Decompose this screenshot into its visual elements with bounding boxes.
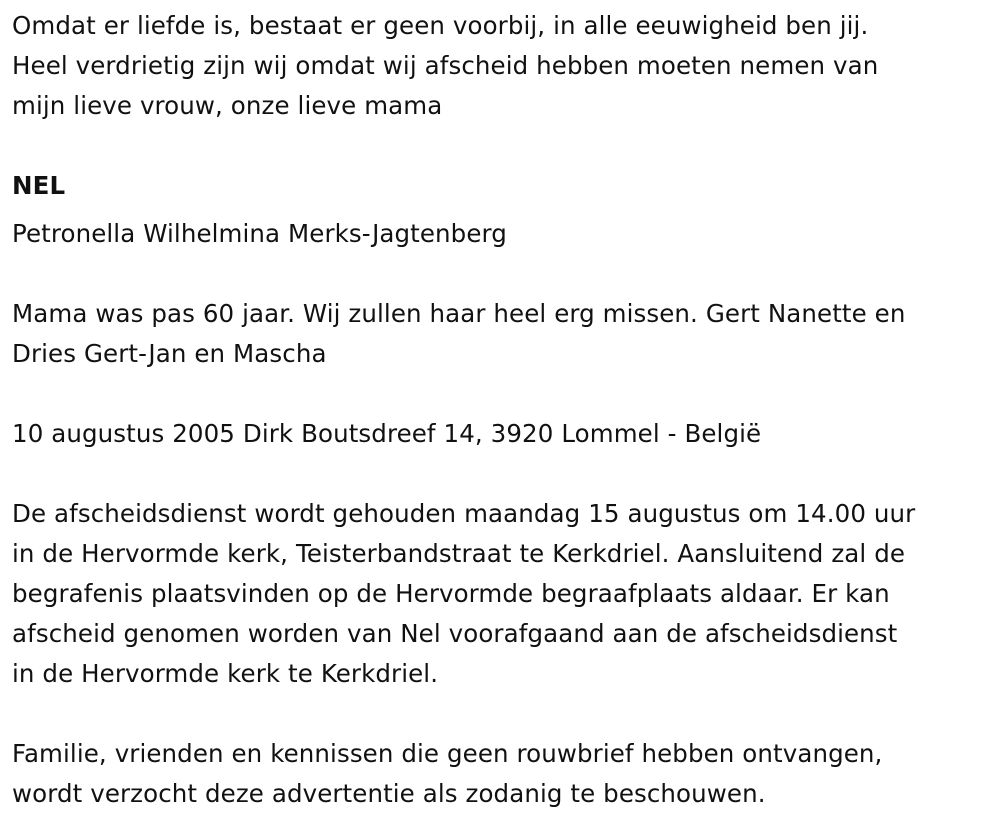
- closing-paragraph: Familie, vrienden en kennissen die geen rouwbrief hebben ontvangen, wordt verzocht deze advertentie als zodanig te beschouwen.: [12, 739, 883, 808]
- service-paragraph: De afscheidsdienst wordt gehouden maandag 15 augustus om 14.00 uur in de Hervormde kerk, Teisterbandstraat te Kerkdriel. Aansluitend zal de begrafenis plaatsvinden op de Hervormde begraafplaats aldaar. Er kan afscheid genomen worden van Nel voorafgaand aan de afscheidsdienst in de Hervormde kerk te Kerkdriel.: [12, 499, 916, 688]
- deceased-full-name: Petronella Wilhelmina Merks-Jagtenberg: [12, 219, 507, 248]
- spacer: [12, 254, 994, 294]
- obituary-notice: [12, 6, 994, 814]
- date-address-line: 10 augustus 2005 Dirk Boutsdreef 14, 3920 Lommel - België: [12, 419, 762, 448]
- spacer: [12, 454, 994, 494]
- deceased-name: NEL: [12, 171, 66, 200]
- spacer: [12, 126, 994, 166]
- family-paragraph: Mama was pas 60 jaar. Wij zullen haar heel erg missen. Gert Nanette en Dries Gert-Jan en Mascha: [12, 299, 906, 368]
- spacer: [12, 694, 994, 734]
- intro-paragraph: Omdat er liefde is, bestaat er geen voorbij, in alle eeuwigheid ben jij. Heel verdrietig zijn wij omdat wij afscheid hebben moeten nemen van mijn lieve vrouw, onze lieve mama: [12, 11, 879, 120]
- spacer: [12, 374, 994, 414]
